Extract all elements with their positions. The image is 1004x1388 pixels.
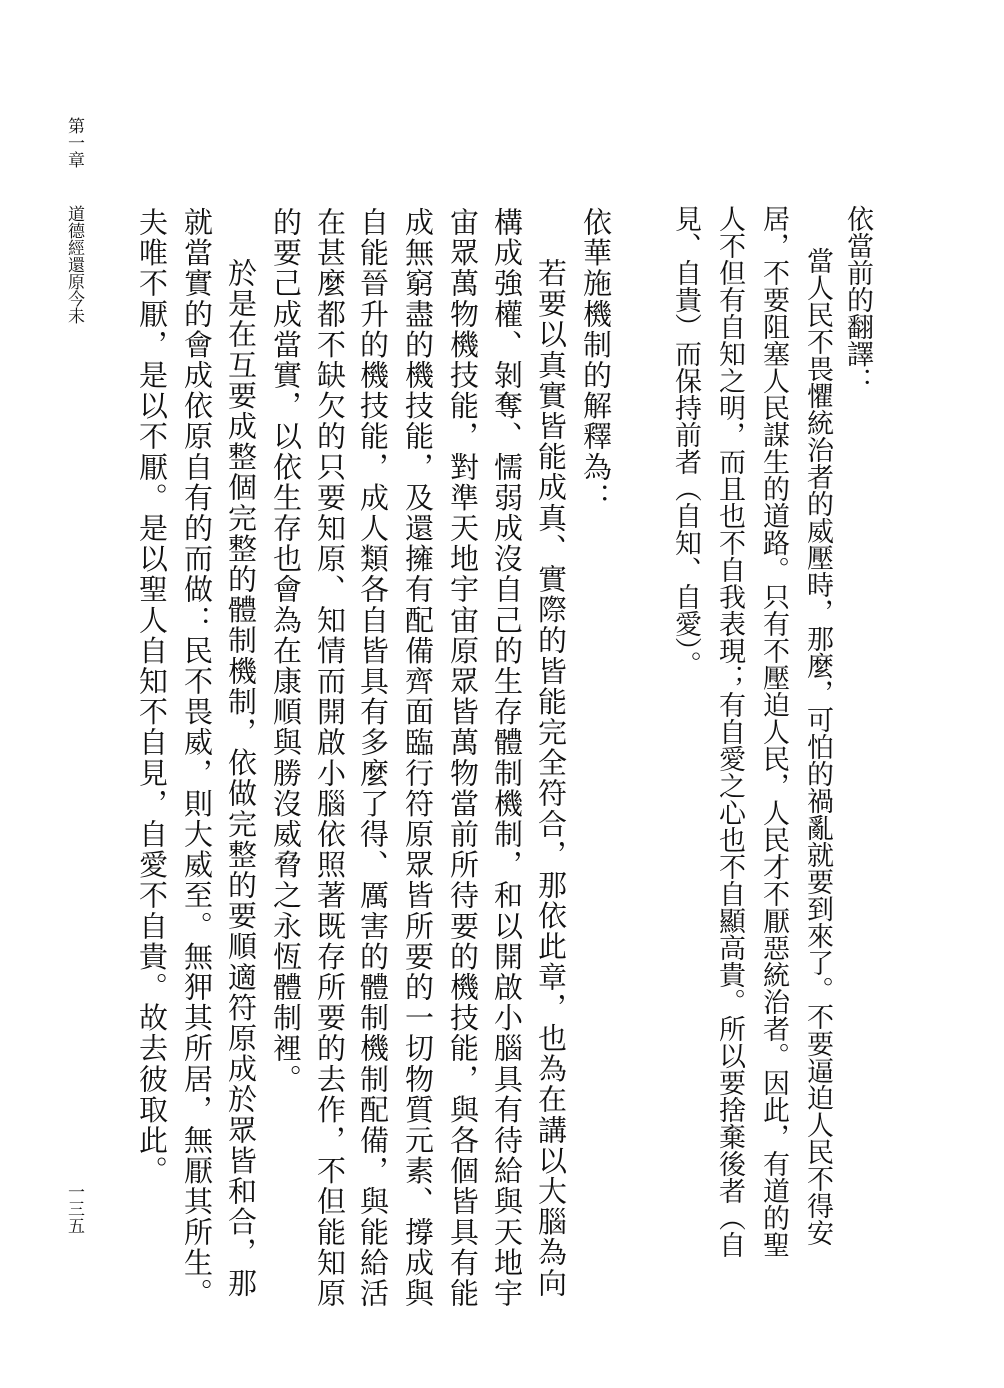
translation-line: 當人民不畏懼統治者的威壓時，那麼，可怕的禍亂就要到來了。不要逼迫人民不得安 [802,247,833,1246]
explanation-line: 於是在互要成整個完整的體制機制，依做完整的要順適符原成於眾皆和合，那 [224,258,258,1299]
translation-heading: 依當前的翻譯： [842,205,873,394]
explanation-line: 若要以真實皆能成真、實際的皆能完全符合，那依此章，也為在講以大腦為向 [534,258,568,1299]
running-head-book-title: 道德經還原今未 [64,205,84,324]
explanation-line: 在甚麼都不缺欠的只要知原、知情而開啟小腦依照著既存所要的去作，不但能知原 [313,207,347,1309]
translation-line: 居，不要阻塞人民謀生的道路。只有不壓迫人民，人民才不厭惡統治者。因此，有道的聖 [758,205,789,1258]
explanation-line: 成無窮盡的機技能，及還擁有配備齊面臨行符原眾皆所要的一切物質元素、撐成與 [401,207,435,1309]
translation-line: 人不但有自知之明，而且也不自我表現；有自愛之心也不自顯高貴。所以要捨棄後者（自 [714,205,745,1258]
translation-line: 見、自貴）而保持前者（自知、自愛）。 [670,205,701,678]
explanation-line: 夫唯不厭，是以不厭。是以聖人自知不自見，自愛不自貴。故去彼取此。 [135,207,169,1187]
explanation-heading: 依華施機制的解釋為： [579,207,613,513]
explanation-line: 宙眾萬物機技能，對準天地宇宙原眾皆萬物當前所待要的機技能，與各個皆具有能 [446,207,480,1309]
explanation-line: 的要己成當實，以依生存也會為在康順與勝沒威脅之永恆體制裡。 [269,207,303,1095]
page-number: 一三五 [64,1183,84,1234]
explanation-line: 就當實的會成依原自有的而做：民不畏威，則大威至。無狎其所居，無厭其所生。 [180,207,214,1309]
explanation-line: 自能晉升的機技能，成人類各自皆具有多麼了得、厲害的體制機制配備，與能給活 [356,207,390,1309]
running-head-chapter: 第一章 [64,117,84,168]
explanation-line: 構成強權、剝奪、懦弱成沒自己的生存體制機制，和以開啟小腦具有待給與天地宇 [490,207,524,1309]
